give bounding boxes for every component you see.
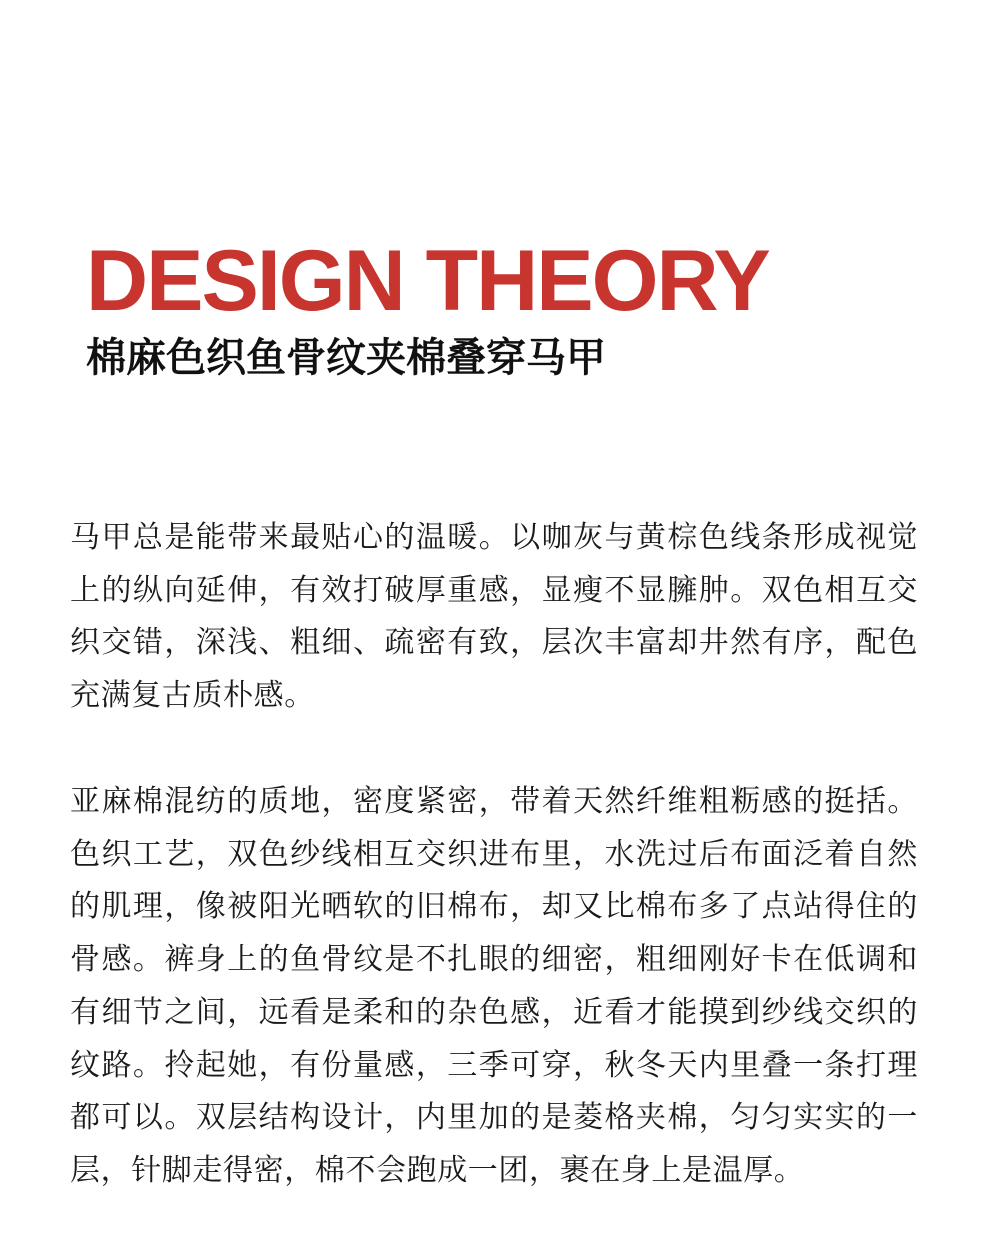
page-title: DESIGN THEORY — [86, 233, 769, 329]
description-paragraph-1: 马甲总是能带来最贴心的温暖。以咖灰与黄棕色线条形成视觉上的纵向延伸，有效打破厚重感，显瘦不显臃肿。双色相互交织交错，深浅、粗细、疏密有致，层次丰富却井然有序，配色充满复古质朴感。 — [70, 520, 918, 714]
description-paragraph-2: 亚麻棉混纺的质地，密度紧密，带着天然纤维粗粝感的挺括。色织工艺，双色纱线相互交织进布里，水洗过后布面泛着自然的肌理，像被阳光晒软的旧棉布，却又比棉布多了点站得住的骨感。裤身上的鱼骨纹是不扎眼的细密，粗细刚好卡在低调和有细节之间，远看是柔和的杂色感，近看才能摸到纱线交织的纹路。拎起她，有份量感，三季可穿，秋冬天内里叠一条打理都可以。双层结构设计，内里加的是菱格夹棉，匀匀实实的一层，针脚走得密，棉不会跑成一团，裹在身上是温厚。 — [70, 784, 918, 1188]
product-subtitle: 棉麻色织鱼骨纹夹棉叠穿马甲 — [86, 335, 606, 381]
